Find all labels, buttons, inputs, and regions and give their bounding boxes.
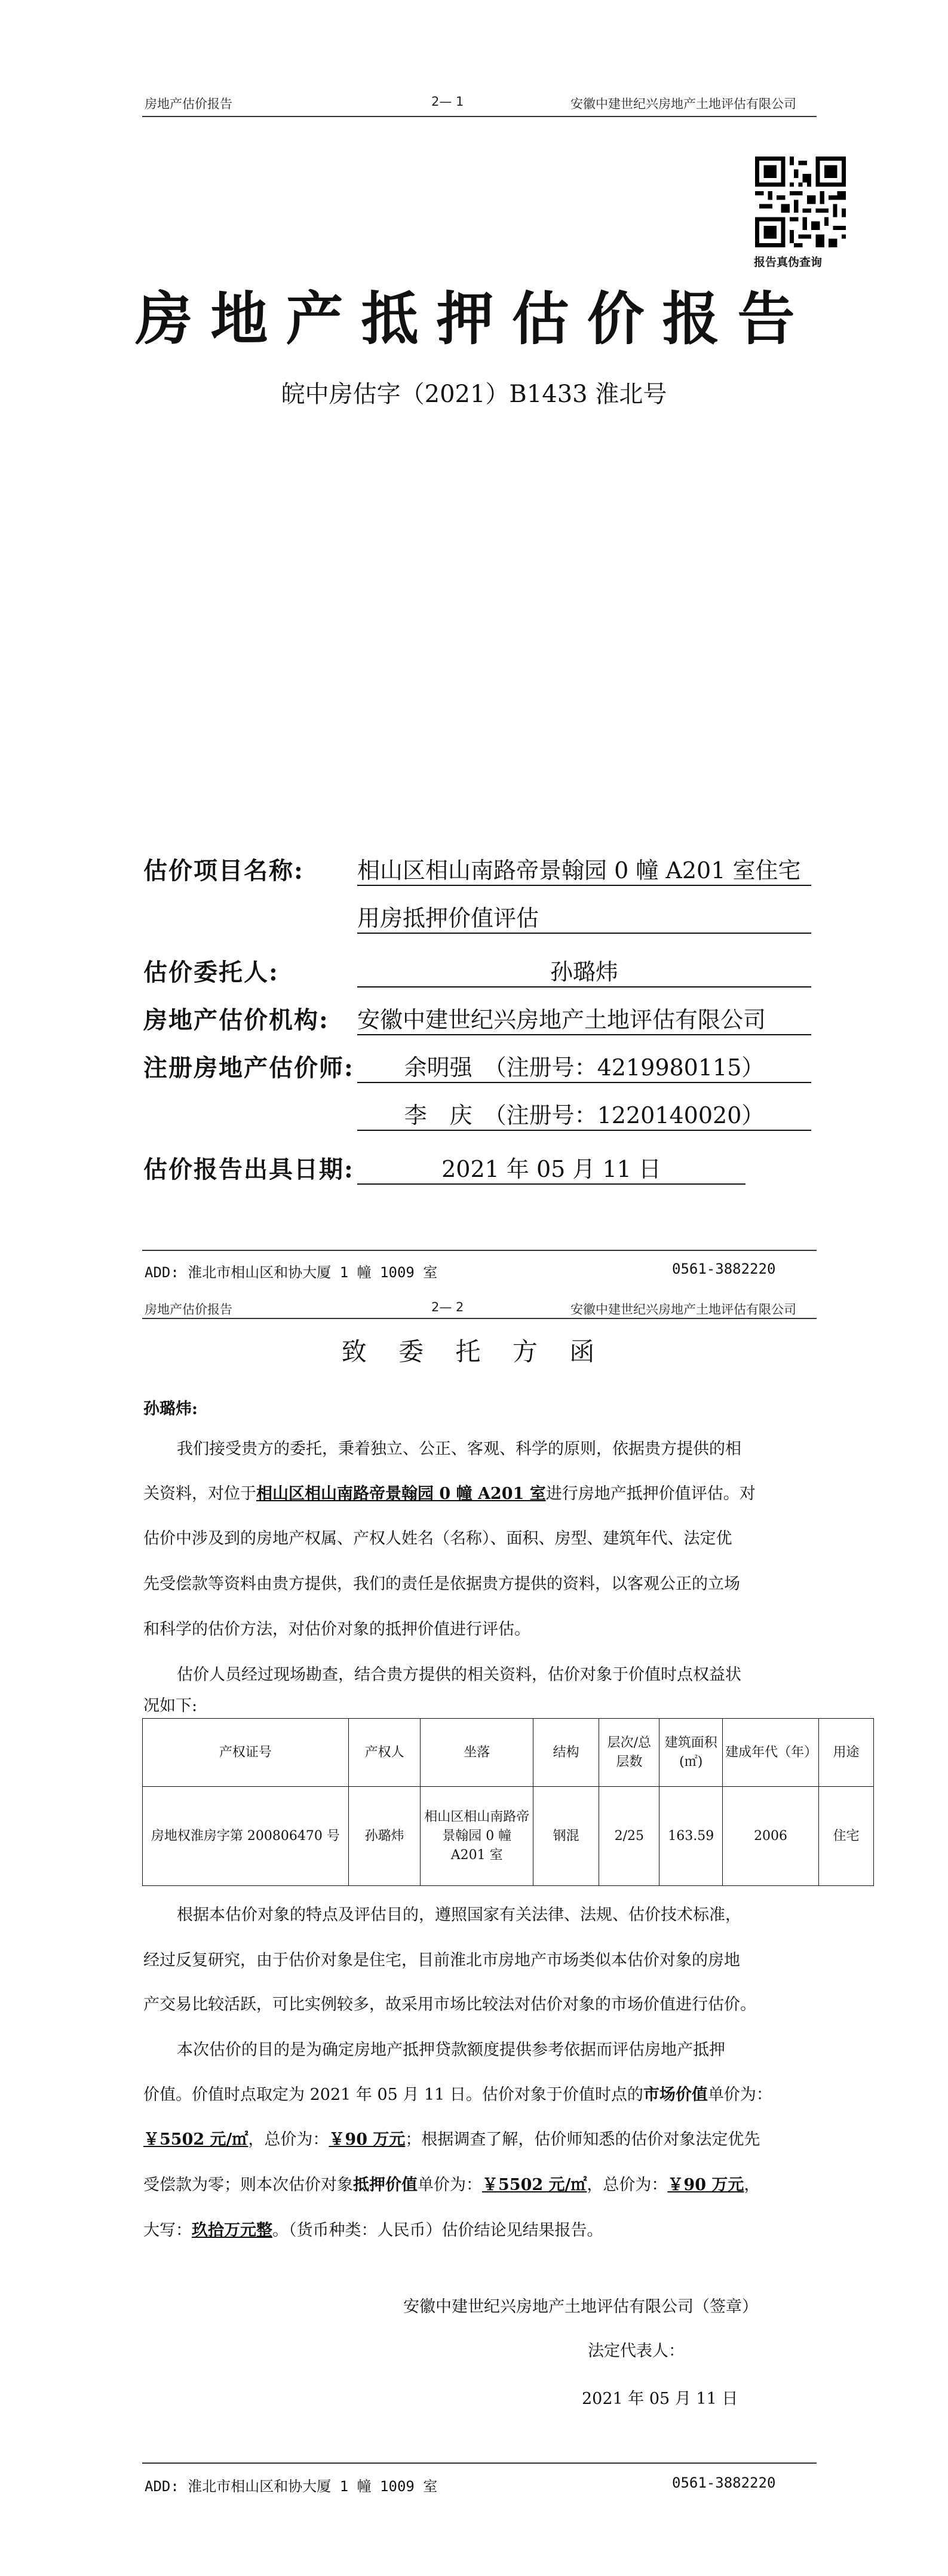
agency-label: 房地产估价机构: (143, 1006, 329, 1034)
para1-line3: 估价中涉及到的房地产权属、产权人姓名（名称）、面积、房型、建筑年代、法定优 (143, 1529, 732, 1548)
table-cell: 2006 (723, 1787, 819, 1886)
para3-line2: 经过反复研究，由于估价对象是住宅，目前淮北市房地产市场类似本估价对象的房地 (143, 1951, 740, 1970)
appraiser-2: 李 庆 （注册号：1220140020） (357, 1097, 811, 1131)
header-page-number: 2— 1 (431, 94, 464, 109)
para4-line1: 本次估价的目的是为确定房地产抵押贷款额度提供参考依据而评估房地产抵押 (177, 2041, 725, 2059)
footer-phone: 0561-3882220 (672, 1261, 776, 1277)
mortgage-unit-price: ￥5502 元/㎡ (482, 2176, 587, 2194)
header-left: 房地产估价报告 (145, 97, 232, 111)
table-header: 产权人 (348, 1719, 421, 1787)
para3-line1: 根据本估价对象的特点及评估目的，遵照国家有关法律、法规、估价技术标准， (177, 1906, 741, 1924)
footer-phone: 0561-3882220 (672, 2474, 776, 2491)
mortgage-total-price: ￥90 万元 (667, 2176, 744, 2194)
footer-address: ADD: 淮北市相山区和协大厦 1 幢 1009 室 (145, 2478, 438, 2495)
client-value: 孙璐炜 (357, 953, 811, 988)
para3-line3: 产交易比较活跃，可比实例较多，故采用市场比较法对估价对象的市场价值进行估价。 (143, 1995, 756, 2014)
document-number: 皖中房估字（2021）B1433 淮北号 (281, 381, 667, 408)
para4-line5: 大写：玖拾万元整。（货币种类：人民币）估价结论见结果报告。 (143, 2221, 603, 2240)
para4-line4: 受偿款为零；则本次估价对象抵押价值单价为：￥5502 元/㎡，总价为：￥90 万元， (143, 2176, 760, 2194)
agency-value: 安徽中建世纪兴房地产土地评估有限公司 (357, 1001, 811, 1035)
table-cell: 163.59 (659, 1787, 723, 1886)
property-table (142, 1718, 874, 1886)
table-cell: 住宅 (819, 1787, 874, 1886)
header-right: 安徽中建世纪兴房地产土地评估有限公司 (570, 97, 796, 111)
signature-representative: 法定代表人： (588, 2342, 685, 2360)
table-cell: 孙璐炜 (348, 1787, 421, 1886)
table-header: 用途 (819, 1719, 874, 1787)
market-unit-price: ￥5502 元/㎡ (143, 2130, 248, 2149)
appraiser-label: 注册房地产估价师: (143, 1054, 354, 1082)
footer-address: ADD: 淮北市相山区和协大厦 1 幢 1009 室 (145, 1264, 438, 1281)
signature-company: 安徽中建世纪兴房地产土地评估有限公司（签章） (403, 2298, 758, 2316)
project-name-label: 估价项目名称: (143, 857, 304, 885)
table-header-row (143, 1719, 874, 1787)
table-header: 坐落 (421, 1719, 533, 1787)
table-header: 建成年代（年） (723, 1719, 819, 1787)
market-value-label: 市场价值 (643, 2086, 708, 2104)
client-label: 估价委托人: (143, 958, 279, 986)
mortgage-value-label: 抵押价值 (353, 2176, 418, 2194)
table-cell: 钢混 (533, 1787, 599, 1886)
table-cell: 房地权淮房字第 200806470 号 (143, 1787, 349, 1886)
appraiser-1: 余明强 （注册号：4219980115） (357, 1049, 811, 1083)
market-total-price: ￥90 万元 (329, 2130, 406, 2149)
report-title: 房地产抵押估价报告 (135, 285, 813, 352)
table-header: 层次/总层数 (599, 1719, 659, 1787)
header-left: 房地产估价报告 (145, 1302, 232, 1317)
issue-date-value: 2021 年 05 月 11 日 (357, 1151, 745, 1185)
para2-line1: 估价人员经过现场勘查，结合贵方提供的相关资料，估价对象于价值时点权益状 (177, 1666, 741, 1684)
para1-line1: 我们接受贵方的委托，秉着独立、公正、客观、科学的原则，依据贵方提供的相 (177, 1440, 741, 1458)
header-page-number: 2— 2 (431, 1300, 464, 1314)
project-name-value-line2: 用房抵押价值评估 (357, 900, 811, 934)
footer-rule (142, 2462, 817, 2464)
table-cell: 2/25 (599, 1787, 659, 1886)
table-header: 结构 (533, 1719, 599, 1787)
footer-rule (142, 1250, 817, 1251)
salutation: 孙璐炜: (143, 1400, 198, 1418)
issue-date-label: 估价报告出具日期: (143, 1155, 354, 1183)
letter-title: 致 委 托 方 函 (341, 1337, 607, 1366)
table-header: 建筑面积(㎡) (659, 1719, 723, 1787)
header-rule (142, 116, 817, 117)
amount-in-words: 玖拾万元整 (192, 2221, 272, 2240)
para2-line2: 况如下: (143, 1697, 198, 1715)
table-header: 产权证号 (143, 1719, 349, 1787)
para4-line2: 价值。价值时点取定为 2021 年 05 月 11 日。估价对象于价值时点的市场价值单价为： (143, 2086, 772, 2104)
table-cell: 相山区相山南路帝景翰园 0 幢 A201 室 (421, 1787, 533, 1886)
header-rule (142, 1318, 817, 1319)
header-right: 安徽中建世纪兴房地产土地评估有限公司 (570, 1302, 796, 1317)
table-row (143, 1787, 874, 1886)
property-address: 相山区相山南路帝景翰园 0 幢 A201 室 (256, 1485, 546, 1503)
para1-line2: 关资料，对位于相山区相山南路帝景翰园 0 幢 A201 室进行房地产抵押价值评估。对 (143, 1485, 756, 1503)
para1-line4: 先受偿款等资料由贵方提供，我们的责任是依据贵方提供的资料，以客观公正的立场 (143, 1575, 740, 1593)
para1-line5: 和科学的估价方法，对估价对象的抵押价值进行评估。 (143, 1620, 530, 1639)
project-name-value-line1: 相山区相山南路帝景翰园 0 幢 A201 室住宅 (357, 852, 811, 886)
signature-date: 2021 年 05 月 11 日 (582, 2390, 738, 2408)
para4-line3: ￥5502 元/㎡，总价为：￥90 万元；根据调查了解，估价师知悉的估价对象法定优先 (143, 2130, 760, 2149)
qr-code-icon[interactable] (755, 157, 846, 247)
qr-caption: 报告真伪查询 (754, 256, 823, 269)
